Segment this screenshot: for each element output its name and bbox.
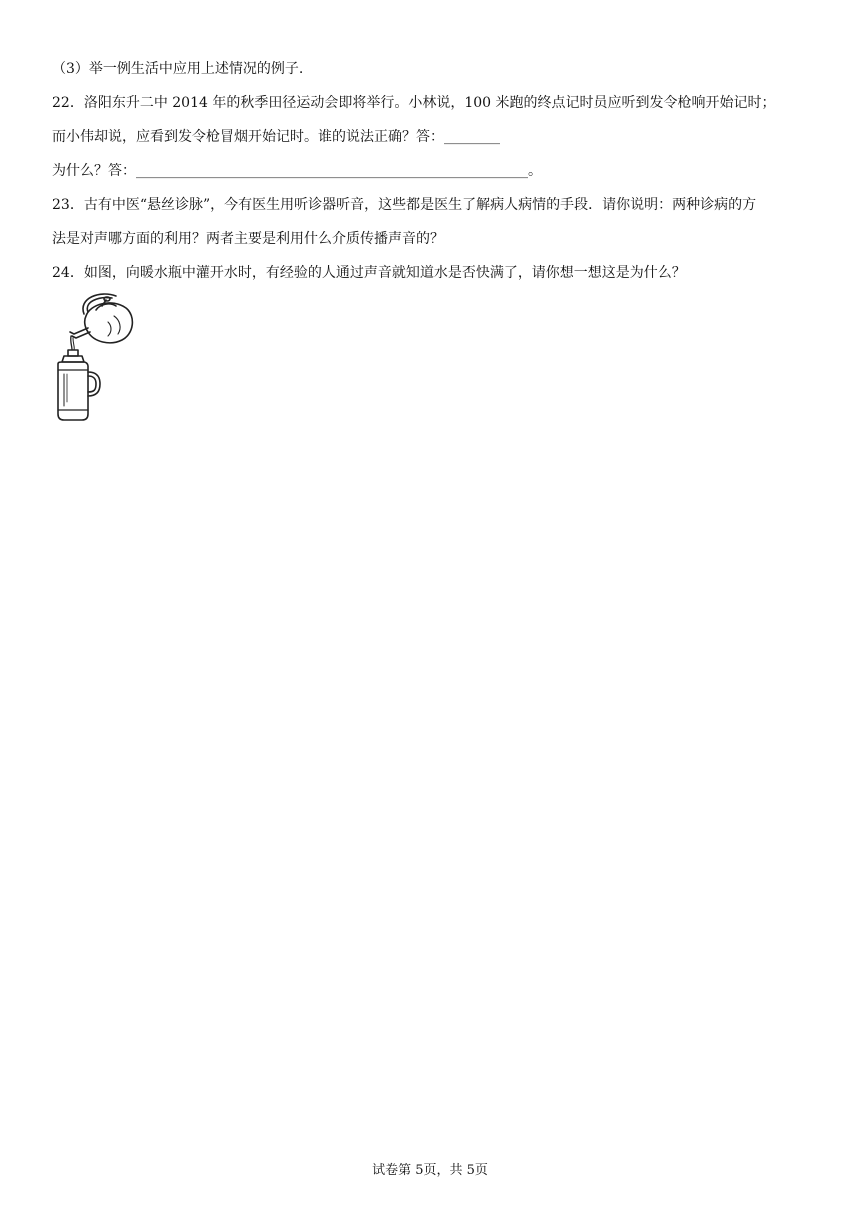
question-22-line-3: 为什么？答：________________________________________________________。	[52, 163, 542, 179]
kettle-thermos-figure	[50, 292, 136, 422]
question-23-line-1: 23．古有中医“悬丝诊脉”，今有医生用听诊器听音，这些都是医生了解病人病情的手段．请你说明：两种诊病的方	[52, 197, 757, 213]
question-23-line-2: 法是对声哪方面的利用？两者主要是利用什么介质传播声音的？	[52, 231, 444, 247]
question-24-line-1: 24．如图，向暖水瓶中灌开水时，有经验的人通过声音就知道水是否快满了，请你想一想这是为什么？	[52, 265, 686, 281]
page-footer: 试卷第 5页，共 5页	[372, 1163, 488, 1178]
kettle-pouring-icon	[50, 292, 136, 422]
question-22-line-2: 而小伟却说，应看到发令枪冒烟开始记时。谁的说法正确？答：________	[52, 129, 500, 145]
question-22-line-1: 22．洛阳东升二中 2014 年的秋季田径运动会即将举行。小林说，100 米跑的终点记时员应听到发令枪响开始记时；	[52, 95, 776, 111]
question-3-sub-item: （3）举一例生活中应用上述情况的例子.	[52, 61, 304, 77]
